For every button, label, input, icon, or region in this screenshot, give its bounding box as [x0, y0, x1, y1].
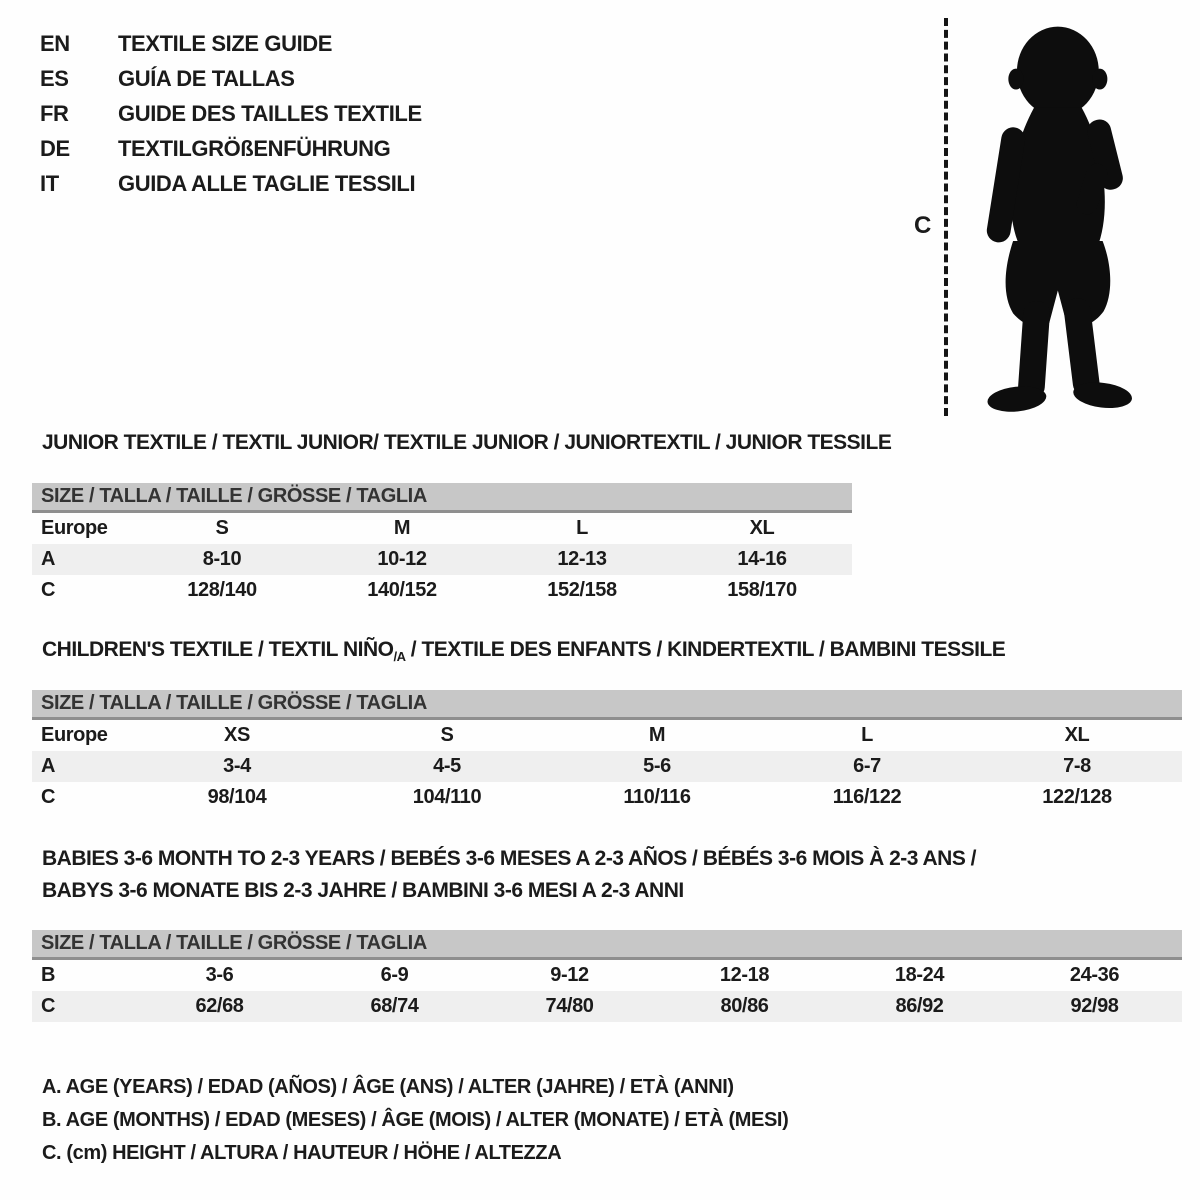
legend-line-a: A. AGE (YEARS) / EDAD (AÑOS) / ÂGE (ANS) / ALTER (JAHRE) / ETÀ (ANNI): [42, 1076, 734, 1098]
table-cell: 116/122: [832, 786, 902, 808]
baby-silhouette-icon: [956, 20, 1154, 420]
language-row-es: [40, 61, 422, 96]
table-cell: 18-24: [894, 964, 945, 986]
table-cell: 68/74: [370, 995, 419, 1017]
section-title-babies-line1: BABIES 3-6 MONTH TO 2-3 YEARS / BEBÉS 3-6 MESES A 2-3 AÑOS / BÉBÉS 3-6 MOIS À 2-3 ANS /: [42, 847, 977, 870]
table-cell: 12-18: [719, 964, 770, 986]
section-title-children-pre: CHILDREN'S TEXTILE / TEXTIL NIÑO: [42, 638, 394, 661]
language-row-en: [40, 26, 422, 61]
row-label: A: [41, 548, 56, 570]
language-code: IT: [40, 170, 59, 196]
table-cell: XL: [749, 517, 775, 539]
table-cell: S: [440, 724, 454, 746]
language-row-de: [40, 131, 422, 166]
table-cell: 74/80: [545, 995, 594, 1017]
table-cell: 6-7: [853, 755, 881, 777]
language-row-fr: [40, 96, 422, 131]
guide-title-de: TEXTILGRÖßENFÜHRUNG: [118, 135, 391, 161]
table-cell: XS: [224, 724, 250, 746]
row-label: C: [41, 579, 56, 601]
table-cell: 128/140: [187, 579, 257, 601]
row-label: C: [41, 995, 56, 1017]
table-cell: 5-6: [643, 755, 671, 777]
size-table-header: SIZE / TALLA / TAILLE / GRÖSSE / TAGLIA: [32, 690, 1182, 720]
table-cell: 3-6: [205, 964, 234, 986]
table-cell: 152/158: [547, 579, 617, 601]
table-cell: M: [393, 517, 411, 539]
language-title-list: [40, 26, 422, 201]
language-code: DE: [40, 135, 70, 161]
table-row-europe: [32, 513, 852, 544]
guide-title-en: TEXTILE SIZE GUIDE: [118, 30, 333, 56]
row-label: Europe: [41, 724, 108, 746]
section-title-junior: JUNIOR TEXTILE / TEXTIL JUNIOR/ TEXTILE JUNIOR / JUNIORTEXTIL / JUNIOR TESSILE: [42, 431, 892, 454]
legend-line-c: C. (cm) HEIGHT / ALTURA / HAUTEUR / HÖHE / ALTEZZA: [42, 1142, 562, 1164]
table-cell: 110/116: [623, 786, 691, 808]
table-cell: 9-12: [550, 964, 589, 986]
table-cell: 10-12: [377, 548, 427, 570]
table-cell: 158/170: [727, 579, 797, 601]
size-table-header: SIZE / TALLA / TAILLE / GRÖSSE / TAGLIA: [32, 483, 852, 513]
table-cell: 24-36: [1069, 964, 1120, 986]
table-cell: 92/98: [1070, 995, 1119, 1017]
table-cell: 104/110: [412, 786, 482, 808]
measurement-legend: [42, 1071, 788, 1170]
table-cell: 86/92: [895, 995, 944, 1017]
language-row-it: [40, 166, 422, 201]
row-label: C: [41, 786, 56, 808]
table-cell: L: [576, 517, 588, 539]
table-row-europe: [32, 720, 1182, 751]
row-label: B: [41, 964, 56, 986]
table-cell: 80/86: [720, 995, 769, 1017]
section-title-children: [42, 638, 1005, 664]
section-title-children-sub: /A: [393, 649, 406, 665]
table-row-c: [32, 575, 852, 606]
section-title-children-post: / TEXTILE DES ENFANTS / KINDERTEXTIL / BAMBINI TESSILE: [405, 638, 1006, 661]
row-label: A: [41, 755, 56, 777]
size-table-junior: [32, 483, 852, 606]
table-cell: 8-10: [202, 548, 242, 570]
language-code: EN: [40, 30, 70, 56]
size-table-children: [32, 690, 1182, 813]
height-measure-dashed-line: [944, 18, 948, 416]
table-cell: 7-8: [1063, 755, 1091, 777]
table-cell: S: [215, 517, 229, 539]
guide-title-it: GUIDA ALLE TAGLIE TESSILI: [118, 170, 416, 196]
table-cell: 6-9: [380, 964, 409, 986]
section-title-babies-line2: BABYS 3-6 MONATE BIS 2-3 JAHRE / BAMBINI 3-6 MESI A 2-3 ANNI: [42, 879, 684, 902]
table-cell: 62/68: [195, 995, 244, 1017]
size-table-babies: [32, 930, 1182, 1022]
table-row-c: [32, 991, 1182, 1022]
row-label: Europe: [41, 517, 108, 539]
table-cell: 140/152: [367, 579, 437, 601]
table-cell: L: [861, 724, 873, 746]
guide-title-es: GUÍA DE TALLAS: [118, 65, 295, 91]
table-cell: 12-13: [557, 548, 607, 570]
legend-line-b: B. AGE (MONTHS) / EDAD (MESES) / ÂGE (MOIS) / ALTER (MONATE) / ETÀ (MESI): [42, 1109, 789, 1131]
table-row-b: [32, 960, 1182, 991]
table-cell: 14-16: [737, 548, 787, 570]
table-cell: XL: [1064, 724, 1090, 746]
table-row-a: [32, 544, 852, 575]
size-table-header: SIZE / TALLA / TAILLE / GRÖSSE / TAGLIA: [32, 930, 1182, 960]
language-code: ES: [40, 65, 69, 91]
table-cell: M: [648, 724, 666, 746]
height-measure-label: C: [914, 212, 932, 239]
table-row-a: [32, 751, 1182, 782]
language-code: FR: [40, 100, 69, 126]
guide-title-fr: GUIDE DES TAILLES TEXTILE: [118, 100, 422, 126]
table-cell: 4-5: [433, 755, 461, 777]
table-cell: 98/104: [207, 786, 267, 808]
table-cell: 3-4: [223, 755, 251, 777]
table-cell: 122/128: [1042, 786, 1112, 808]
table-row-c: [32, 782, 1182, 813]
